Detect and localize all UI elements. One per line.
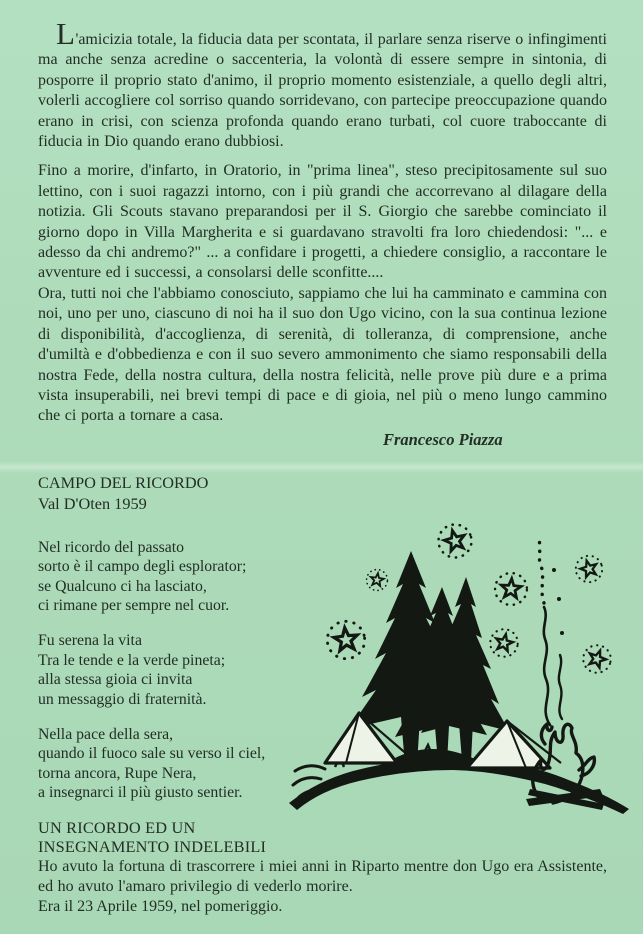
poem-line: torna ancora, Rupe Nera, xyxy=(38,764,197,782)
poem-line: Fu serena la vita xyxy=(38,632,142,650)
poem-line: Nella pace della sera, xyxy=(38,725,174,743)
closing-heading-line-1: UN RICORDO ED UN xyxy=(38,817,196,837)
star-icon xyxy=(573,553,606,586)
closing-heading xyxy=(38,818,607,856)
poem-line: alla stessa gioia ci invita xyxy=(38,671,193,689)
memorial-paragraph-1 xyxy=(38,16,607,152)
tent-left-icon xyxy=(325,713,409,763)
poem-subtitle: Val D'Oten 1959 xyxy=(38,493,147,513)
star-icon xyxy=(365,568,389,592)
smoke-icon xyxy=(538,538,564,725)
memorial-paragraph-1-text: 'amicizia totale, la fiducia data per scontata, il parlare senza riserve o infingimenti ma anche senza acredine o saccenteria, la volontà di essere sempre in sintonia, di posporre il proprio stato d'animo, il proprio momento esistenziale, a quello degli altri, volerli accogliere col sorriso quando sorridevano, con partecipe preoccupazione quando erano in crisi, con scienza profonda quando erano turbati, col cuore traboccante di fiducia in Dio quando erano dubbiosi. xyxy=(38,31,607,151)
memorial-paragraph-2: Fino a morire, d'infarto, in Oratorio, in "prima linea", steso precipitosamente sul suo lettino, con i suoi ragazzi intorno, con i più grandi che accorrevano al dilagare della notizia. Gli Scouts stavano preparandosi per il S. Giorgio che sarebbe cominciato il giorno dopo in Villa Margherita e si guardavano stravolti fra loro chiedendosi: "... e adesso da chi andremo?" ... a confidare i progetti, a chiedere consiglio, a raccontare le avventure ed i successi, a consolarsi delle sconfitte.... xyxy=(38,162,607,282)
closing-paragraph: Ho avuto la fortuna di trascorrere i miei anni in Riparto mentre don Ugo era Assistente, ed ho avuto l'amaro privilegio di vederlo morire. xyxy=(38,857,607,895)
poem-title: CAMPO DEL RICORDO xyxy=(38,472,209,492)
camp-illustration xyxy=(283,513,639,815)
poem-line: Nel ricordo del passato xyxy=(38,538,185,556)
closing-date-line: Era il 23 Aprile 1959, nel pomeriggio. xyxy=(38,897,283,915)
closing-heading-line-2: INSEGNAMENTO INDELEBILI xyxy=(38,836,267,856)
star-icon xyxy=(435,521,475,561)
drop-cap: L xyxy=(56,16,76,51)
poem-line: un messaggio di fraternità. xyxy=(38,690,207,708)
memorial-paragraph-3: Ora, tutti noi che l'abbiamo conosciuto, sappiamo che lui ha camminato e cammina con noi, uno per uno, ciascuno di noi ha il suo don Ugo vicino, con la sua continua lezione di disponibilità, d'accoglienza, di serenità, di tolleranza, di comprensione, anche d'umiltà e d'obbedienza e con il suo severo ammonimento che siamo responsabili della nostra Fede, della nostra cultura, della nostra felicità, nelle prove più dure e a prima vista insuperabili, nei brevi tempi di pace e di gioia, nel più o meno lungo cammino che ci porta a tornare a casa. xyxy=(38,284,607,425)
poem-line: Tra le tende e la verde pineta; xyxy=(38,651,226,669)
poem-line: quando il fuoco sale su verso il ciel, xyxy=(38,745,266,763)
author-signature: Francesco Piazza xyxy=(383,429,503,449)
star-icon xyxy=(325,619,366,660)
star-icon xyxy=(488,627,521,660)
poem-line: se Qualcuno ci ha lasciato, xyxy=(38,577,207,595)
poem-heading xyxy=(38,472,607,514)
star-icon xyxy=(494,572,528,606)
poem-line: sorto è il campo degli esplorator; xyxy=(38,558,247,576)
poem-line: ci rimane per sempre nel cuor. xyxy=(38,596,230,614)
campfire-icon xyxy=(526,724,604,810)
poem-line: a insegnarci il più giusto sentier. xyxy=(38,784,243,802)
star-icon xyxy=(579,641,614,676)
